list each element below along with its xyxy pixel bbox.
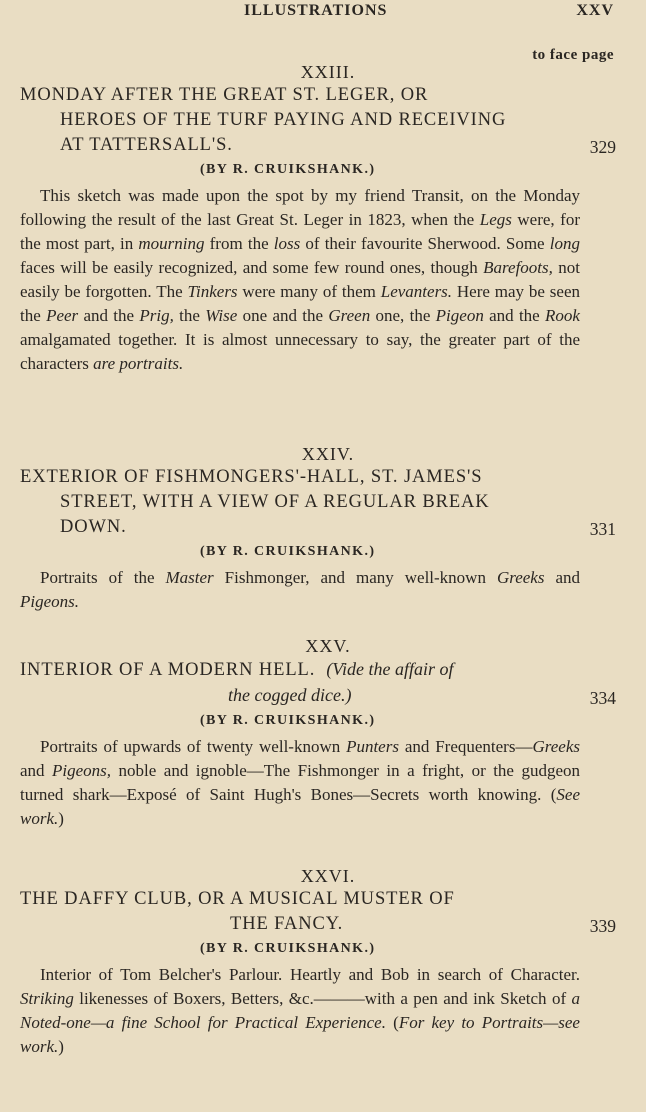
entry-heading-row	[20, 83, 616, 158]
entry-description: Portraits of the Master Fishmonger, and many well-known Greeks and Pigeons.	[20, 568, 581, 611]
page-number: 339	[589, 916, 616, 936]
artist-credit: (BY R. CRUIKSHANK.)	[200, 162, 376, 177]
entry-description: Interior of Tom Belcher's Parlour. Heartly and Bob in search of Character. Striking likenesses of Boxers, Betters, &c.———with a pen and ink Sketch of a Noted-one—a fine School for Practical Experience. (For key to Portraits—see work.)	[20, 965, 580, 1056]
entry-xxiii	[20, 62, 616, 376]
entry-description: This sketch was made upon the spot by my friend Transit, on the Monday following the result of the last Great St. Leger in 1823, when the Legs were, for the most part, in mourning from the loss of their favourite Sherwood. Some long faces will be easily recognized, and some few round ones, though Barefoots, not easily be forgotten. The Tinkers were many of them Levanters. Here may be seen the Peer and the Prig, the Wise one and the Green one, the Pigeon and the Rook amalgamated together. It is almost unnecessary to say, the greater part of the characters are portraits.	[20, 186, 581, 373]
entry-heading-row	[20, 657, 616, 709]
title-line	[20, 683, 580, 709]
entry-heading-row	[20, 465, 616, 540]
entry-numeral: XXIII.	[300, 62, 356, 82]
artist-credit: (BY R. CRUIKSHANK.)	[200, 544, 376, 559]
entry-xxvi	[20, 866, 616, 1059]
page-number: 329	[589, 137, 616, 157]
entry-title	[20, 887, 580, 937]
entry-xxv	[20, 636, 616, 831]
artist-credit: (BY R. CRUIKSHANK.)	[200, 941, 376, 956]
entry-numeral: XXIV.	[301, 444, 355, 464]
entry-xxiv	[20, 444, 616, 614]
title-line: THE FANCY.	[230, 914, 344, 934]
face-page-label: to face page	[532, 47, 614, 63]
entry-title	[20, 657, 580, 709]
title-line: INTERIOR OF A MODERN HELL. (Vide the affair of	[20, 659, 454, 680]
entry-heading-row	[20, 887, 616, 937]
entry-description: Portraits of upwards of twenty well-known Punters and Frequenters—Greeks and Pigeons, noble and ignoble—The Fishmonger in a fright, or the gudgeon turned shark—Exposé of Saint Hugh's Bones—Secrets worth knowing. (See work.)	[20, 737, 580, 828]
title-line: STREET, WITH A VIEW OF A REGULAR BREAK	[60, 492, 490, 512]
entry-title	[20, 465, 580, 540]
title-caption: (Vide the affair of	[326, 659, 454, 679]
artist-credit: (BY R. CRUIKSHANK.)	[200, 713, 376, 728]
page-folio: XXV	[576, 2, 614, 19]
running-title: ILLUSTRATIONS	[244, 2, 388, 19]
title-line: DOWN.	[60, 517, 127, 537]
page-number: 334	[589, 688, 616, 708]
page-number: 331	[589, 519, 616, 539]
title-line: EXTERIOR OF FISHMONGERS'-HALL, ST. JAMES'S	[20, 467, 483, 487]
entry-numeral: XXVI.	[300, 866, 356, 886]
title-line: HEROES OF THE TURF PAYING AND RECEIVING	[60, 110, 507, 130]
title-line: AT TATTERSALL'S.	[60, 135, 233, 155]
title-line: MONDAY AFTER THE GREAT ST. LEGER, OR	[20, 85, 429, 105]
title-caption: the cogged dice.)	[228, 685, 352, 705]
entry-numeral: XXV.	[305, 636, 351, 656]
entry-title	[20, 83, 580, 158]
title-line: THE DAFFY CLUB, OR A MUSICAL MUSTER OF	[20, 889, 455, 909]
